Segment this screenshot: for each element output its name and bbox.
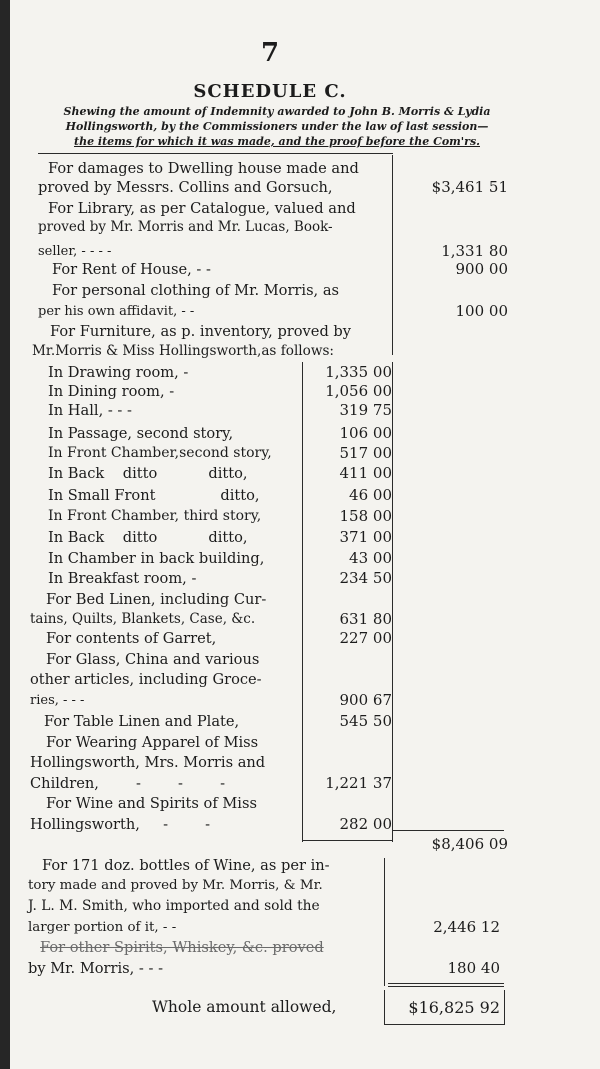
sum-rule-top xyxy=(388,983,504,984)
sum-rule-bottom xyxy=(388,986,504,987)
wine-item-line-2: tory made and proved by Mr. Morris, & Mr. xyxy=(28,878,323,893)
furniture-item-label: For Bed Linen, including Cur- xyxy=(46,591,267,608)
page-number: 7 xyxy=(260,38,280,68)
furniture-item-amount: 227 00 xyxy=(339,629,392,647)
furniture-item-label: In Back ditto ditto, xyxy=(48,529,248,546)
wine-item-amount: 2,446 12 xyxy=(433,918,500,936)
furniture-item-label: tains, Quilts, Blankets, Case, &c. xyxy=(30,611,256,627)
furniture-item-amount: 46 00 xyxy=(349,486,392,504)
item-library-line-2: proved by Mr. Morris and Mr. Lucas, Book- xyxy=(38,219,333,235)
schedule-subtitle xyxy=(38,104,516,149)
item-library-line-1: For Library, as per Catalogue, valued and xyxy=(48,200,356,217)
furniture-item-label: In Passage, second story, xyxy=(48,425,234,442)
item-library-amount: 1,331 80 xyxy=(441,242,508,260)
furniture-item-label: Hollingsworth, - - xyxy=(30,816,211,833)
furniture-item-label: other articles, including Groce- xyxy=(30,671,262,688)
item-clothing-line-1: For personal clothing of Mr. Morris, as xyxy=(52,282,340,299)
subtotal-rule xyxy=(392,830,504,831)
furniture-item-amount: 158 00 xyxy=(339,507,392,525)
furniture-item-label: In Dining room, - xyxy=(48,383,175,400)
item-damages-amount: $3,461 51 xyxy=(431,178,508,196)
item-clothing-amount: 100 00 xyxy=(455,302,508,320)
furniture-item-label: For Wearing Apparel of Miss xyxy=(46,734,259,751)
furniture-item-label: For Table Linen and Plate, xyxy=(44,713,240,730)
furniture-item-label: In Chamber in back building, xyxy=(48,550,265,567)
furniture-bottom-rule xyxy=(302,840,393,841)
furniture-item-amount: 371 00 xyxy=(339,528,392,546)
furniture-item-label: In Hall, - - - xyxy=(48,402,132,419)
total-box-bottom xyxy=(384,1024,505,1025)
item-rent-line-1: For Rent of House, - - xyxy=(52,261,211,278)
furniture-item-amount: 631 80 xyxy=(339,610,392,628)
total-box-right xyxy=(504,990,505,1024)
furniture-item-amount: 1,335 00 xyxy=(325,363,392,381)
furniture-item-label: In Drawing room, - xyxy=(48,364,189,381)
furniture-column-right xyxy=(392,362,393,842)
item-damages-line-1: For damages to Dwelling house made and xyxy=(48,160,359,177)
furniture-item-amount: 900 67 xyxy=(339,691,392,709)
furniture-item-label: In Small Front ditto, xyxy=(48,487,260,504)
item-library-line-3: seller, - - - - xyxy=(38,244,112,259)
furniture-item-amount: 319 75 xyxy=(339,401,392,419)
item-clothing-line-2: per his own affidavit, - - xyxy=(38,304,195,319)
main-column-divider xyxy=(392,155,393,355)
spirits-item-line-1: For other Spirits, Whiskey, &c. proved xyxy=(40,939,324,956)
subtitle-line: Shewing the amount of Indemnity awarded to John B. Morris & Lydia xyxy=(63,105,491,118)
furniture-item-amount: 545 50 xyxy=(339,712,392,730)
schedule-title: SCHEDULE C. xyxy=(193,81,347,102)
furniture-item-label: In Front Chamber,second story, xyxy=(48,445,272,461)
scan-edge-shadow xyxy=(0,0,10,1069)
spirits-item-amount: 180 40 xyxy=(447,959,500,977)
item-rent-amount: 900 00 xyxy=(455,260,508,278)
furniture-column-left xyxy=(302,362,303,842)
furniture-item-amount: 106 00 xyxy=(339,424,392,442)
furniture-intro-line-2: Mr.Morris & Miss Hollingsworth,as follows: xyxy=(32,343,335,359)
furniture-item-label: For Glass, China and various xyxy=(46,651,260,668)
furniture-intro-line-1: For Furniture, as p. inventory, proved by xyxy=(50,323,352,340)
furniture-item-label: In Back ditto ditto, xyxy=(48,465,248,482)
top-rule xyxy=(38,153,393,154)
subtitle-line: the items for which it was made, and the proof before the Com'rs. xyxy=(74,135,480,148)
furniture-item-label: Children, - - - xyxy=(30,775,226,792)
furniture-item-amount: 1,221 37 xyxy=(325,774,392,792)
spirits-item-line-2: by Mr. Morris, - - - xyxy=(28,960,164,977)
wine-item-line-1: For 171 doz. bottles of Wine, as per in- xyxy=(42,857,330,874)
furniture-item-amount: 282 00 xyxy=(339,815,392,833)
furniture-item-label: ries, - - - xyxy=(30,693,85,708)
subtitle-line: Hollingsworth, by the Commissioners under the law of last session— xyxy=(65,120,489,133)
furniture-item-amount: 517 00 xyxy=(339,444,392,462)
furniture-item-label: In Breakfast room, - xyxy=(48,570,197,587)
total-box-left xyxy=(384,990,385,1024)
wine-column-divider xyxy=(384,858,385,986)
total-amount: $16,825 92 xyxy=(408,998,500,1017)
furniture-item-label: For Wine and Spirits of Miss xyxy=(46,795,257,812)
furniture-total-amount: $8,406 09 xyxy=(431,835,508,853)
furniture-item-label: Hollingsworth, Mrs. Morris and xyxy=(30,754,266,771)
total-label: Whole amount allowed, xyxy=(152,998,337,1016)
furniture-item-amount: 234 50 xyxy=(339,569,392,587)
furniture-item-amount: 43 00 xyxy=(349,549,392,567)
wine-item-line-4: larger portion of it, - - xyxy=(28,920,177,935)
furniture-item-label: For contents of Garret, xyxy=(46,630,217,647)
furniture-item-amount: 1,056 00 xyxy=(325,382,392,400)
wine-item-line-3: J. L. M. Smith, who imported and sold the xyxy=(28,898,320,914)
item-damages-line-2: proved by Messrs. Collins and Gorsuch, xyxy=(38,179,333,196)
furniture-item-amount: 411 00 xyxy=(339,464,392,482)
furniture-item-label: In Front Chamber, third story, xyxy=(48,508,262,524)
